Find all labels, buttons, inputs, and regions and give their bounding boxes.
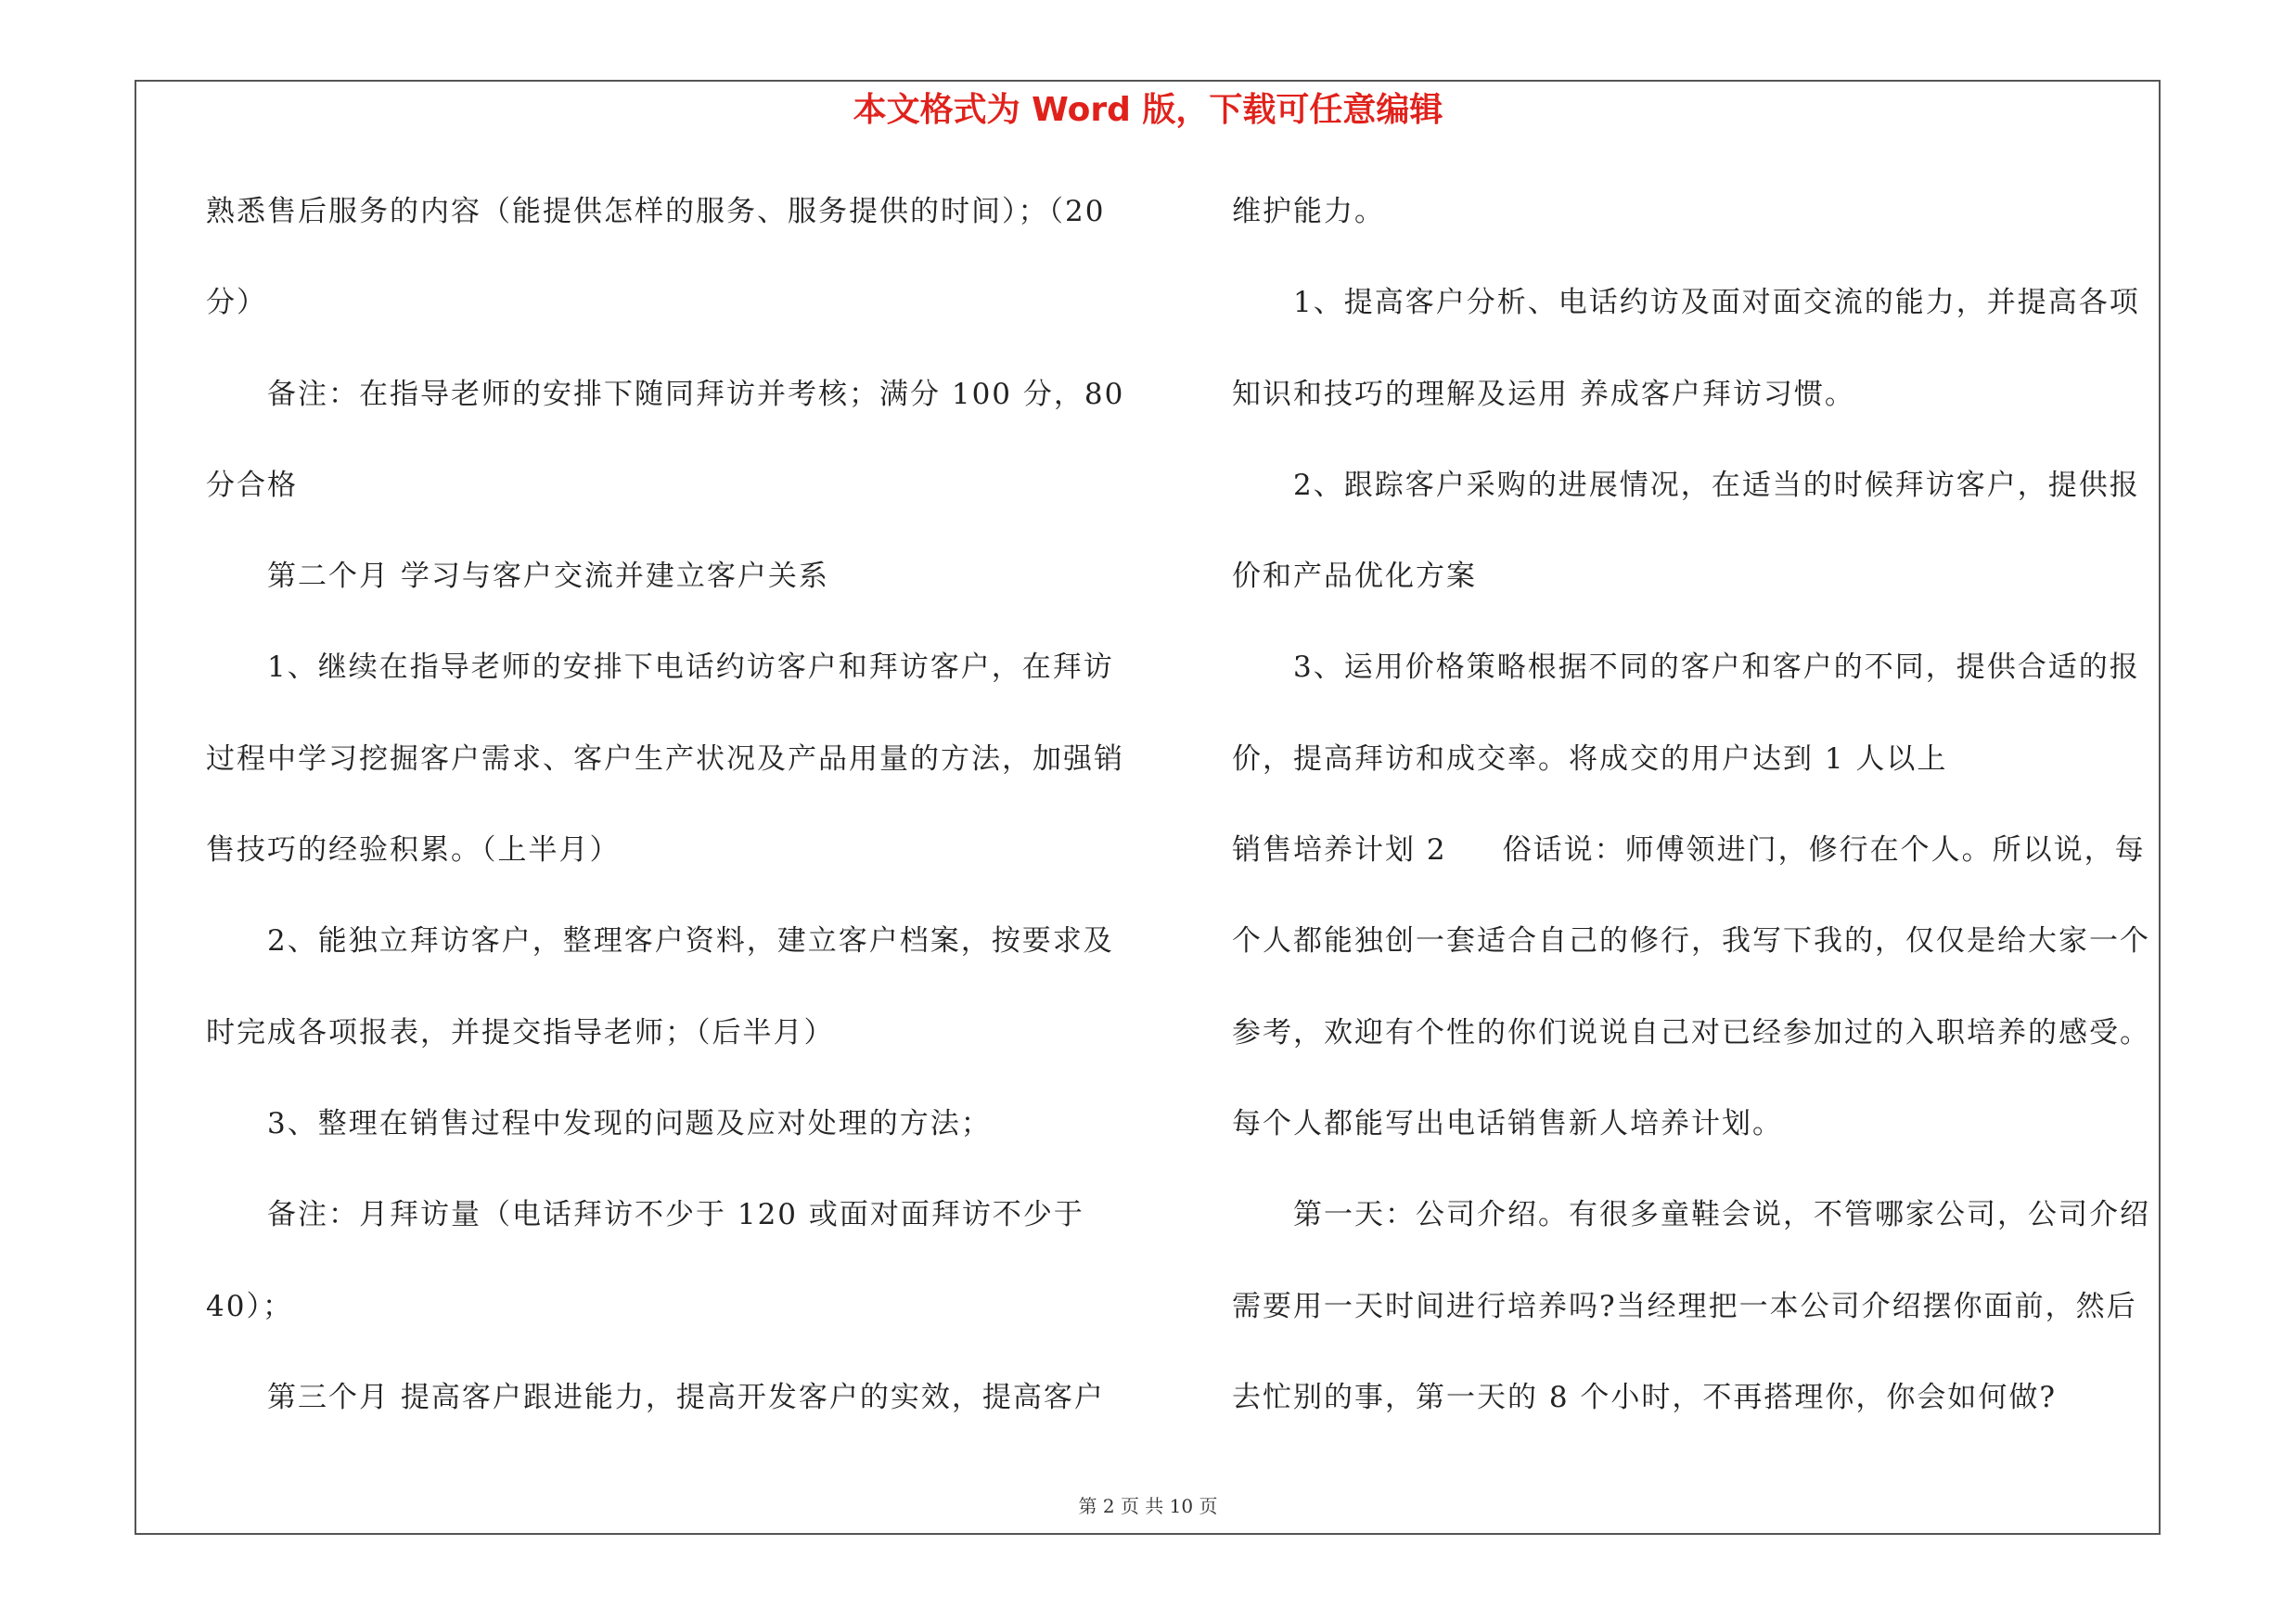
text-line: 时完成各项报表，并提交指导老师；（后半月） <box>206 1015 835 1050</box>
text-line: 2、跟踪客户采购的进展情况，在适当的时候拜访客户，提供报 <box>1293 468 2140 502</box>
text-line: 备注：在指导老师的安排下随同拜访并考核；满分 100 分，80 <box>267 377 1125 411</box>
text-line: 3、运用价格策略根据不同的客户和客户的不同，提供合适的报 <box>1293 650 2140 685</box>
text-line <box>1232 822 2160 913</box>
text-line: 价和产品优化方案 <box>1232 560 1477 594</box>
text-line: 去忙别的事，第一天的 8 个小时，不再搭理你，你会如何做? <box>1232 1380 2058 1414</box>
text-line: 知识和技巧的理解及运用 养成客户拜访习惯。 <box>1232 377 1855 411</box>
plan-intro-text: 俗话说：师傅领进门，修行在个人。所以说，每 <box>1502 833 2146 868</box>
section-heading: 第三个月 提高客户跟进能力，提高开发客户的实效，提高客户 <box>267 1380 1105 1414</box>
left-column <box>206 184 1134 1461</box>
text-line: 售技巧的经验积累。（上半月） <box>206 833 621 868</box>
text-line: 备注：月拜访量（电话拜访不少于 120 或面对面拜访不少于 <box>267 1198 1084 1232</box>
text-line: 熟悉售后服务的内容（能提供怎样的服务、服务提供的时间）；（20 <box>206 195 1106 228</box>
text-line: 个人都能独创一套适合自己的修行，我写下我的，仅仅是给大家一个 <box>1232 924 2150 959</box>
text-line: 价，提高拜访和成交率。将成交的用户达到 1 人以上 <box>1232 741 1948 776</box>
text-line: 3、整理在销售过程中发现的问题及应对处理的方法； <box>267 1106 992 1140</box>
text-line: 每个人都能写出电话销售新人培养计划。 <box>1232 1106 1783 1140</box>
text-line: 参考，欢迎有个性的你们说说自己对已经参加过的入职培养的感受。 <box>1232 1015 2150 1050</box>
text-line: 需要用一天时间进行培养吗?当经理把一本公司介绍摆你面前，然后 <box>1232 1289 2137 1323</box>
text-line: 维护能力。 <box>1232 195 1385 228</box>
right-column <box>1232 184 2160 1461</box>
text-line: 2、能独立拜访客户，整理客户资料，建立客户档案，按要求及 <box>267 924 1114 959</box>
section-heading: 第二个月 学习与客户交流并建立客户关系 <box>267 560 829 594</box>
text-line: 分） <box>206 286 267 320</box>
text-line: 1、继续在指导老师的安排下电话约访客户和拜访客户，在拜访 <box>267 650 1114 685</box>
page-number-footer: 第 2 页 共 10 页 <box>1078 1495 1218 1517</box>
text-line: 过程中学习挖掘客户需求、客户生产状况及产品用量的方法，加强销 <box>206 741 1124 776</box>
word-format-banner: 本文格式为 Word 版，下载可任意编辑 <box>853 91 1443 129</box>
text-line: 第一天：公司介绍。有很多童鞋会说，不管哪家公司，公司介绍 <box>1293 1198 2150 1232</box>
text-line: 40）； <box>206 1289 293 1323</box>
text-line: 1、提高客户分析、电话约访及面对面交流的能力，并提高各项 <box>1293 286 2140 320</box>
text-line: 分合格 <box>206 468 298 502</box>
plan-heading: 销售培养计划 2 <box>1232 833 1447 868</box>
